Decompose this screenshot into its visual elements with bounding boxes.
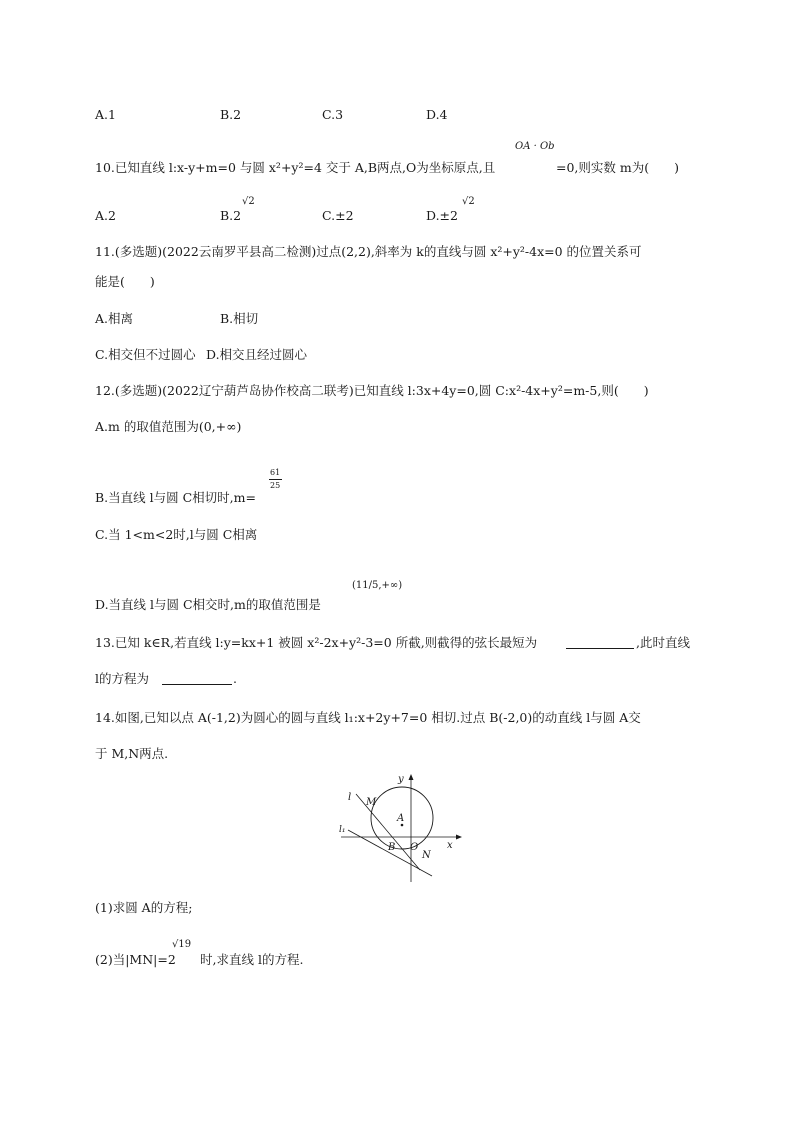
q12-option-b: B.当直线 l与圆 C相切时,m= (95, 490, 256, 505)
q13-blank-2[interactable] (162, 672, 232, 685)
q11-option-a: A.相离 (95, 311, 134, 326)
label-n: N (422, 850, 431, 861)
label-x: x (447, 840, 453, 851)
q14-stem-line1: 14.如图,已知以点 A(-1,2)为圆心的圆与直线 l₁:x+2y+7=0 相切.过点 B(-2,0)的动直线 l与圆 A交 (95, 710, 641, 725)
x-axis-arrow (456, 835, 462, 840)
label-y: y (398, 774, 404, 785)
q11-stem-line1: 11.(多选题)(2022云南罗平县高二检测)过点(2,2),斜率为 k的直线与圆 x²+y²-4x=0 的位置关系可 (95, 244, 642, 259)
y-axis-arrow (409, 774, 414, 780)
label-m: M (366, 797, 377, 808)
q12-stem: 12.(多选题)(2022辽宁葫芦岛协作校高二联考)已知直线 l:3x+4y=0,圆 C:x²-4x+y²=m-5,则( ) (95, 383, 649, 398)
q10-stem: 10.已知直线 l:x-y+m=0 与圆 x²+y²=4 交于 A,B两点,O为坐标原点,且 (95, 160, 496, 175)
label-b: B (388, 842, 396, 853)
q11-option-b: B.相切 (220, 311, 259, 326)
q14-part-1: (1)求圆 A的方程; (95, 900, 193, 915)
q14-part-2-end: 时,求直线 l的方程. (200, 952, 304, 967)
q14-figure (336, 770, 466, 885)
label-l: l (348, 792, 352, 803)
label-o: O (410, 842, 419, 853)
center-point-a (401, 824, 404, 827)
q12-option-a: A.m 的取值范围为(0,+∞) (95, 419, 242, 434)
q9-option-c: C.3 (322, 107, 344, 122)
label-l1: l₁ (339, 825, 346, 835)
q10-option-a: A.2 (95, 208, 116, 223)
q13-stem-line1-end: ,此时直线 (636, 635, 690, 650)
q14-stem-line2: 于 M,N两点. (95, 746, 169, 761)
q12-option-c: C.当 1<m<2时,l与圆 C相离 (95, 527, 258, 542)
q12-b-numerator: 61 (270, 468, 281, 477)
q9-option-a: A.1 (95, 107, 116, 122)
q10-option-c: C.±2 (322, 208, 354, 223)
q10-vector-expression: OA · Ob (515, 141, 555, 152)
q10-option-d-radical: √2 (462, 196, 475, 207)
q12-d-interval: (11/5,+∞) (352, 580, 403, 591)
q14-part-2: (2)当|MN|=2 (95, 952, 176, 967)
q12-b-fraction-bar (269, 479, 282, 480)
q13-stem-line1: 13.已知 k∈R,若直线 l:y=kx+1 被圆 x²-2x+y²-3=0 所截,则截得的弦长最短为 (95, 635, 538, 650)
q13-blank-1[interactable] (566, 636, 634, 649)
q9-option-d: D.4 (426, 107, 448, 122)
q11-option-c: C.相交但不过圆心 (95, 347, 196, 362)
q12-b-denominator: 25 (270, 481, 281, 490)
q10-option-d: D.±2 (426, 208, 458, 223)
q13-stem-line2-end: . (233, 671, 237, 686)
q10-stem-end: =0,则实数 m为( ) (556, 160, 679, 175)
label-a: A (397, 813, 405, 824)
q11-stem-line2: 能是( ) (95, 274, 155, 289)
q14-part-2-radical: √19 (172, 939, 192, 950)
q13-stem-line2: l的方程为 (95, 671, 149, 686)
q9-option-b: B.2 (220, 107, 242, 122)
q10-option-b-radical: √2 (242, 196, 255, 207)
q12-option-d: D.当直线 l与圆 C相交时,m的取值范围是 (95, 597, 321, 612)
q11-option-d: D.相交且经过圆心 (206, 347, 308, 362)
q10-option-b: B.2 (220, 208, 242, 223)
